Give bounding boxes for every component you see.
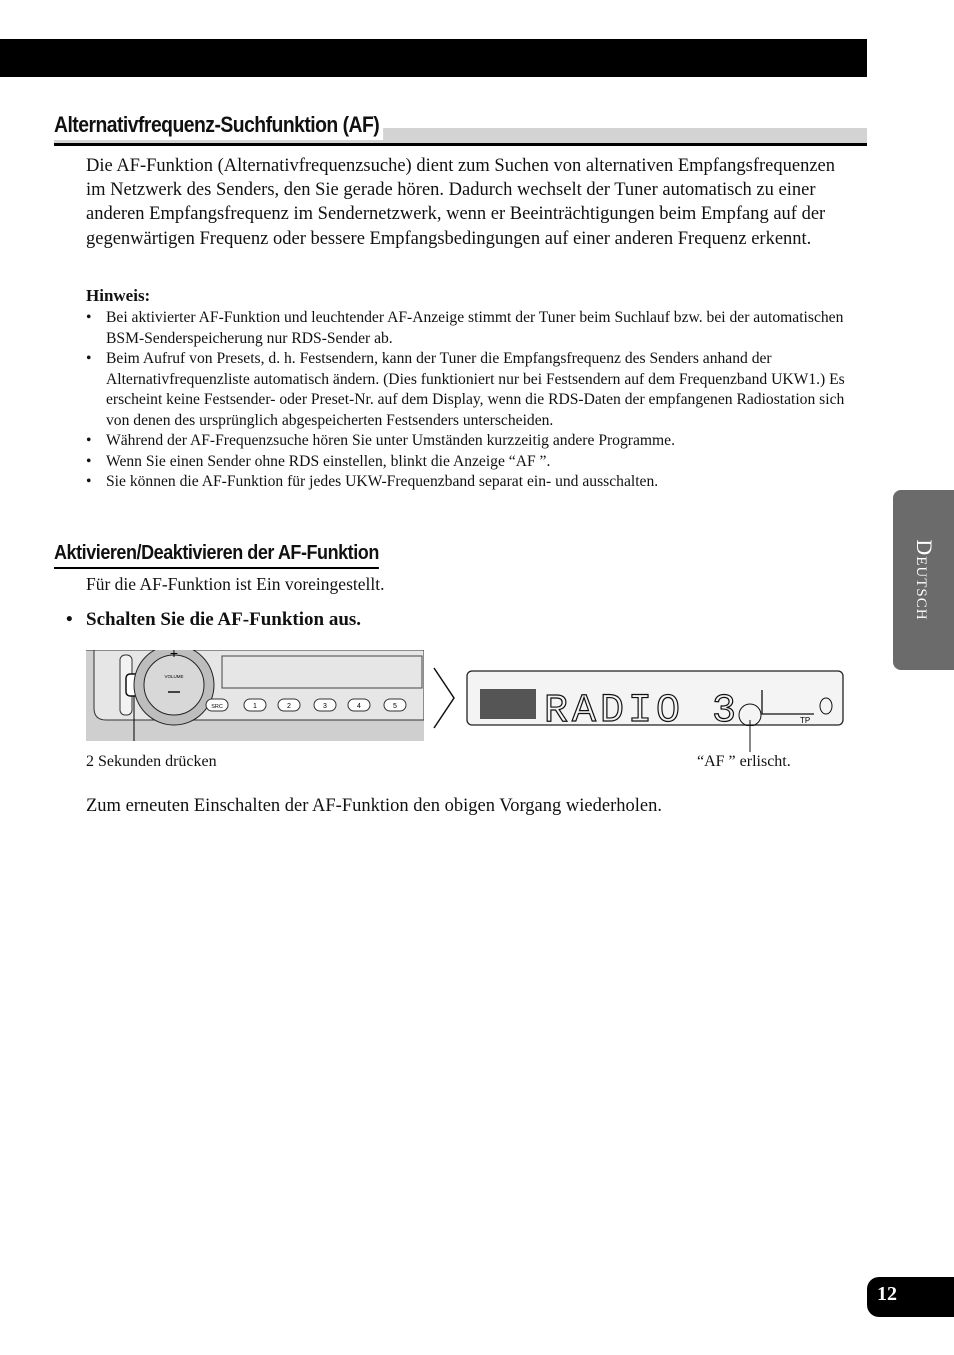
display-text: RADIO 3 xyxy=(544,689,741,726)
caption-left: 2 Sekunden drücken xyxy=(86,753,217,770)
intro-paragraph: Die AF-Funktion (Alternativfrequenzsuche) dient zum Suchen von alternativen Empfangsfrequenzen im Netzwerk des Senders, den Sie gerade hören. Dadurch wechselt der Tuner automatisch zu einer anderen Empfangsfrequenz im Sendernetzwerk, wenn er Beeinträchtigungen beim Empfang auf der gegenwärtigen Frequenz oder bessere Empfangsbedingungen auf einer anderen Frequenz erkennt. xyxy=(86,156,836,249)
notes-list xyxy=(86,308,846,493)
svg-text:4: 4 xyxy=(357,703,361,710)
svg-text:+: + xyxy=(169,650,179,661)
default-setting-text: Für die AF-Funktion ist Ein voreingestellt. xyxy=(86,574,385,594)
list-item: • Beim Aufruf von Presets, d. h. Festsendern, kann der Tuner die Empfangsfrequenz des Senders anhand der Alternativfrequenzliste automatisch ändern. (Dies funktioniert nur bei Festsendern auf dem Frequenzband UKW1.) Es erscheint keine Festsender- oder Preset-Nr. auf dem Display, wenn die RDS-Daten der empfangenen Radiostation sich von denen des ursprünglich abgespeicherten Festsenders unterscheiden. xyxy=(86,350,845,429)
note-heading: Hinweis: xyxy=(86,286,151,305)
head-unit-illustration xyxy=(86,650,424,741)
volume-label: VOLUME xyxy=(164,674,184,679)
callout-line xyxy=(748,720,752,752)
src-label: SRC xyxy=(211,704,223,710)
list-item: • Bei aktivierter AF-Funktion und leuchtender AF-Anzeige stimmt der Tuner beim Suchlauf bzw. bei der automatischen BSM-Senderspeicherung nur RDS-Sender ab. xyxy=(86,309,844,347)
tp-indicator: TP xyxy=(800,716,811,725)
lcd-display xyxy=(466,670,844,726)
svg-text:1: 1 xyxy=(253,703,257,710)
section-title: Alternativfrequenz-Suchfunktion (AF) xyxy=(54,110,383,140)
caption-right: “AF ” erlischt. xyxy=(697,753,791,770)
section-heading xyxy=(54,110,867,146)
page-number: 12 xyxy=(877,1283,897,1305)
header-bar xyxy=(0,39,867,77)
repeat-instruction: Zum erneuten Einschalten der AF-Funktion den obigen Vorgang wiederholen. xyxy=(86,796,662,816)
step-instruction: • Schalten Sie die AF-Funktion aus. xyxy=(66,609,362,630)
list-item: • Wenn Sie einen Sender ohne RDS einstellen, blinkt die Anzeige “AF ”. xyxy=(86,452,551,470)
band-indicator-icon xyxy=(480,689,536,719)
svg-text:5: 5 xyxy=(393,703,397,710)
svg-text:3: 3 xyxy=(323,703,327,710)
language-tab: Deutsch xyxy=(893,490,954,670)
subsection-title: Aktivieren/Deaktivieren der AF-Funktion xyxy=(54,539,379,569)
list-item: • Sie können die AF-Funktion für jedes UKW-Frequenzband separat ein- und ausschalten. xyxy=(86,473,659,490)
svg-text:2: 2 xyxy=(287,703,291,710)
list-item: • Während der AF-Frequenzsuche hören Sie unter Umständen kurzzeitig andere Programme. xyxy=(86,432,675,449)
arrow-right-icon xyxy=(432,666,458,730)
page-number-tab xyxy=(867,1277,954,1317)
